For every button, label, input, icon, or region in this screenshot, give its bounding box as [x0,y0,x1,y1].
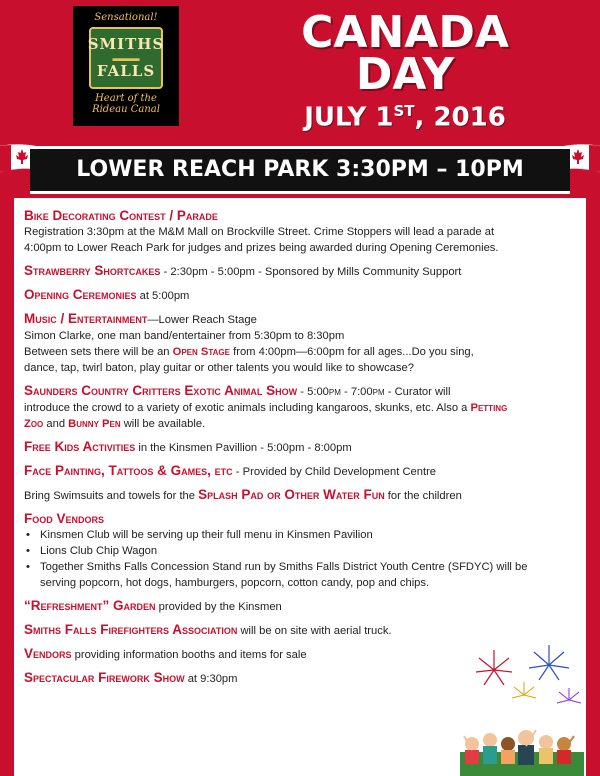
event-title: Saunders Country Critters Exotic Animal Show [24,383,298,398]
event-text: at 9:30pm [184,673,238,685]
smiths-falls-logo [73,6,179,126]
title-canada: CANADA [301,7,509,58]
event-kids [24,439,576,456]
logo-line2: FALLS [96,62,156,80]
banner-park: LOWER REACH PARK 3:30 [76,157,391,182]
pm-label: pm [328,386,341,398]
event-text: in the Kinsmen Pavillion - 5:00pm - 8:00pm [135,442,352,454]
event-text: at 5:00pm [136,290,190,302]
event-swim [24,487,576,504]
date-suffix: , 2016 [414,102,506,133]
event-text: Bring Swimsuits and towels for the [24,490,199,502]
event-title: Bike Decorating Contest / Parade [24,208,218,223]
event-title: Music / Entertainment [24,311,148,326]
event-face [24,463,576,480]
logo-tagline2: Rideau Canal [92,104,160,115]
bunny-pen-highlight: Bunny Pen [68,418,121,430]
fireworks-crowd-illustration [454,640,586,776]
event-text: - 2:30pm - 5:00pm - Sponsored by Mills Community Support [160,266,462,278]
event-text: introduce the crowd to a variety of exotic animals including kangaroos, skunks, etc. Also a [24,402,471,414]
event-critters [24,383,576,432]
logo-tagline [73,93,179,115]
event-opening [24,287,576,304]
event-food [24,511,576,591]
event-text: will be on site with aerial truck. [237,625,392,637]
event-text: - 5:00 [297,386,329,398]
food-vendor-list [24,527,576,591]
banner-dash: – 10 [428,157,486,182]
event-title: “Refreshment” Garden [24,598,156,613]
logo-line1: SMITHS [87,35,165,53]
title-day: DAY [355,49,455,100]
event-text: provided by the Kinsmen [155,601,282,613]
event-text: - Curator will [384,386,451,398]
list-item-text: Together Smiths Falls Concession Stand run by Smiths Falls District Youth Centre (SFDYC) will be [40,561,528,573]
petting-highlight: Petting [470,402,508,414]
date-prefix: JULY 1 [304,102,394,133]
event-text: providing information booths and items for sale [71,649,307,661]
event-title: Vendors [24,646,72,661]
logo-top-text: Sensational! [94,12,158,23]
event-refreshment [24,598,576,615]
event-text: dance, tap, twirl baton, play guitar or other talents you would like to showcase? [24,362,414,374]
event-title: Food Vendors [24,511,105,526]
event-title: Face Painting, Tattoos & Games, etc [24,463,233,478]
event-title: Spectacular Firework Show [24,670,185,685]
event-text: 4:00pm to Lower Reach Park for judges and prizes being awarded during Opening Ceremonies. [24,242,499,254]
event-text: Registration 3:30pm at the M&M Mall on Brockville Street. Crime Stoppers will lead a parade at [24,226,495,238]
list-item [24,559,576,591]
logo-badge [89,27,163,89]
event-subtitle: —Lower Reach Stage [147,314,257,326]
event-text: Simon Clarke, one man band/entertainer from 5:30pm to 8:30pm [24,330,345,342]
event-text: - Provided by Child Development Centre [232,466,437,478]
event-list [14,198,586,776]
event-text: - 7:00 [340,386,373,398]
logo-tagline1: Heart of the [95,93,157,104]
event-title: Smiths Falls Firefighters Association [24,622,238,637]
event-text: Between sets there will be an [24,346,173,358]
event-text: for the children [384,490,462,502]
event-title: Strawberry Shortcakes [24,263,161,278]
event-strawberry [24,263,576,280]
open-stage-highlight: Open Stage [172,346,230,358]
event-text: and [43,418,69,430]
location-banner [30,146,570,194]
header [0,0,600,150]
banner-pm2: PM [485,157,524,182]
event-title: Opening Ceremonies [24,287,137,302]
event-firefighters [24,622,576,639]
splash-pad-highlight: Splash Pad or Other Water Fun [198,487,385,502]
train-icon: ▬▬▬ [112,53,140,63]
date-sup: ST [393,102,415,120]
pm-label: pm [372,386,385,398]
zoo-highlight: Zoo [24,418,44,430]
event-title: Free Kids Activities [24,439,136,454]
event-music [24,311,576,376]
event-date [220,102,590,133]
banner-pm1: PM [390,157,429,182]
list-item: • Kinsmen Club will be serving up their full menu in Kinsmen Pavilion [24,527,576,543]
event-bike [24,208,576,256]
event-text: from 4:00pm—6:00pm for all ages...Do you sing, [230,346,474,358]
event-text: will be available. [120,418,206,430]
list-item-text: serving popcorn, hot dogs, hamburgers, popcorn, cotton candy, pop and chips. [40,577,430,589]
list-item: • Lions Club Chip Wagon [24,543,576,559]
title-block [220,7,590,133]
